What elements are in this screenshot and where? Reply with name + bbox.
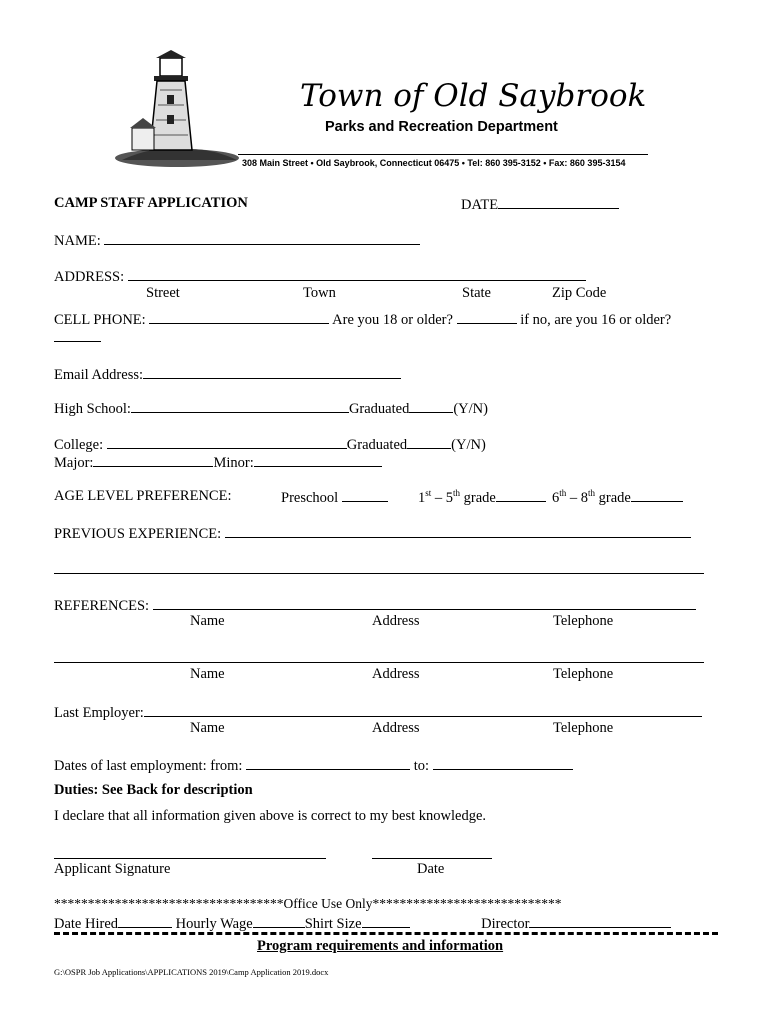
office-use-header: **********************************Office Use Only**************************** xyxy=(54,896,562,911)
signature-line[interactable] xyxy=(54,858,326,859)
grade-6-8-label-b: – 8 xyxy=(566,490,589,506)
age18-label: Are you 18 or older? xyxy=(332,312,453,328)
department-name: Parks and Recreation Department xyxy=(325,119,558,135)
employment-from-label: Dates of last employment: from: xyxy=(54,758,243,774)
grade-6-8-sup-a: th xyxy=(559,488,567,498)
ref2-name-caption: Name xyxy=(190,666,225,682)
preschool-field[interactable] xyxy=(281,488,388,507)
cell-phone-field[interactable] xyxy=(54,310,671,329)
employment-dates-field[interactable] xyxy=(54,756,573,775)
address-field[interactable] xyxy=(54,267,586,286)
college-field[interactable] xyxy=(54,435,486,454)
reference-2-line[interactable] xyxy=(54,662,704,663)
office-use-fields[interactable] xyxy=(54,914,671,933)
preschool-label: Preschool xyxy=(281,490,339,506)
ref2-telephone-caption: Telephone xyxy=(553,666,614,682)
header-address: 308 Main Street • Old Saybrook, Connecticut 06475 • Tel: 860 395-3152 • Fax: 860 395-3154 xyxy=(242,158,626,168)
college-yn-label: (Y/N) xyxy=(451,437,486,453)
town-title: Town of Old Saybrook xyxy=(300,78,647,114)
director-label: Director xyxy=(481,916,530,932)
age16-label: if no, are you 16 or older? xyxy=(520,312,672,328)
references-label: REFERENCES: xyxy=(54,598,150,614)
ref1-telephone-caption: Telephone xyxy=(553,613,614,629)
zip-caption: Zip Code xyxy=(552,285,607,301)
state-caption: State xyxy=(462,285,491,301)
header-rule xyxy=(238,154,648,155)
grade-1-5-field[interactable] xyxy=(418,488,546,507)
dashed-divider xyxy=(54,932,718,935)
email-label: Email Address: xyxy=(54,367,144,383)
high-school-label: High School: xyxy=(54,401,131,417)
college-graduated-label: Graduated xyxy=(346,437,408,453)
previous-experience-field[interactable] xyxy=(54,524,691,543)
signature-date-line[interactable] xyxy=(372,858,492,859)
declaration-text: I declare that all information given above is correct to my best knowledge. xyxy=(54,808,487,824)
minor-label: Minor: xyxy=(213,455,254,471)
footer-file-path: G:\OSPR Job Applications\APPLICATIONS 2019\Camp Application 2019.docx xyxy=(54,967,329,977)
program-requirements-heading: Program requirements and information xyxy=(257,938,504,954)
employment-to-label: to: xyxy=(413,758,430,774)
date-label: DATE xyxy=(461,197,499,213)
cell-phone-label: CELL PHONE: xyxy=(54,312,146,328)
hs-yn-label: (Y/N) xyxy=(453,401,488,417)
grade-1-5-sup-a: st xyxy=(425,488,432,498)
date-field[interactable] xyxy=(461,195,619,214)
signature-date-label: Date xyxy=(417,861,445,877)
duties-note: Duties: See Back for description xyxy=(54,782,253,798)
grade-1-5-label-b: – 5 xyxy=(431,490,454,506)
grade-6-8-sup-b: th xyxy=(588,488,596,498)
ref1-name-caption: Name xyxy=(190,613,225,629)
town-caption: Town xyxy=(303,285,336,301)
grade-1-5-label-c: grade xyxy=(460,490,496,506)
street-caption: Street xyxy=(146,285,180,301)
name-field[interactable] xyxy=(54,231,420,250)
grade-1-5-sup-b: th xyxy=(453,488,461,498)
college-label: College: xyxy=(54,437,104,453)
grade-6-8-label-a: 6 xyxy=(552,490,560,506)
form-title: CAMP STAFF APPLICATION xyxy=(54,195,248,211)
ref1-address-caption: Address xyxy=(372,613,420,629)
hs-graduated-label: Graduated xyxy=(348,401,410,417)
address-label: ADDRESS: xyxy=(54,269,125,285)
previous-experience-line-2[interactable] xyxy=(54,573,704,574)
name-label: NAME: xyxy=(54,233,101,249)
signature-label: Applicant Signature xyxy=(54,861,171,877)
emp-name-caption: Name xyxy=(190,720,225,736)
last-employer-label: Last Employer: xyxy=(54,705,144,721)
hourly-wage-label: Hourly Wage xyxy=(175,916,253,932)
age-preference-label: AGE LEVEL PREFERENCE: xyxy=(54,488,232,504)
major-label: Major: xyxy=(54,455,94,471)
ref2-address-caption: Address xyxy=(372,666,420,682)
previous-experience-label: PREVIOUS EXPERIENCE: xyxy=(54,526,222,542)
shirt-size-label: Shirt Size xyxy=(304,916,362,932)
email-field[interactable] xyxy=(54,365,401,384)
lighthouse-logo xyxy=(112,50,242,170)
date-hired-label: Date Hired xyxy=(54,916,119,932)
grade-6-8-field[interactable] xyxy=(552,488,683,507)
high-school-field[interactable] xyxy=(54,399,488,418)
age16-answer-line[interactable] xyxy=(54,341,101,342)
grade-6-8-label-c: grade xyxy=(595,490,631,506)
grade-1-5-label-a: 1 xyxy=(418,490,426,506)
major-minor-field[interactable] xyxy=(54,453,382,472)
emp-telephone-caption: Telephone xyxy=(553,720,614,736)
emp-address-caption: Address xyxy=(372,720,420,736)
